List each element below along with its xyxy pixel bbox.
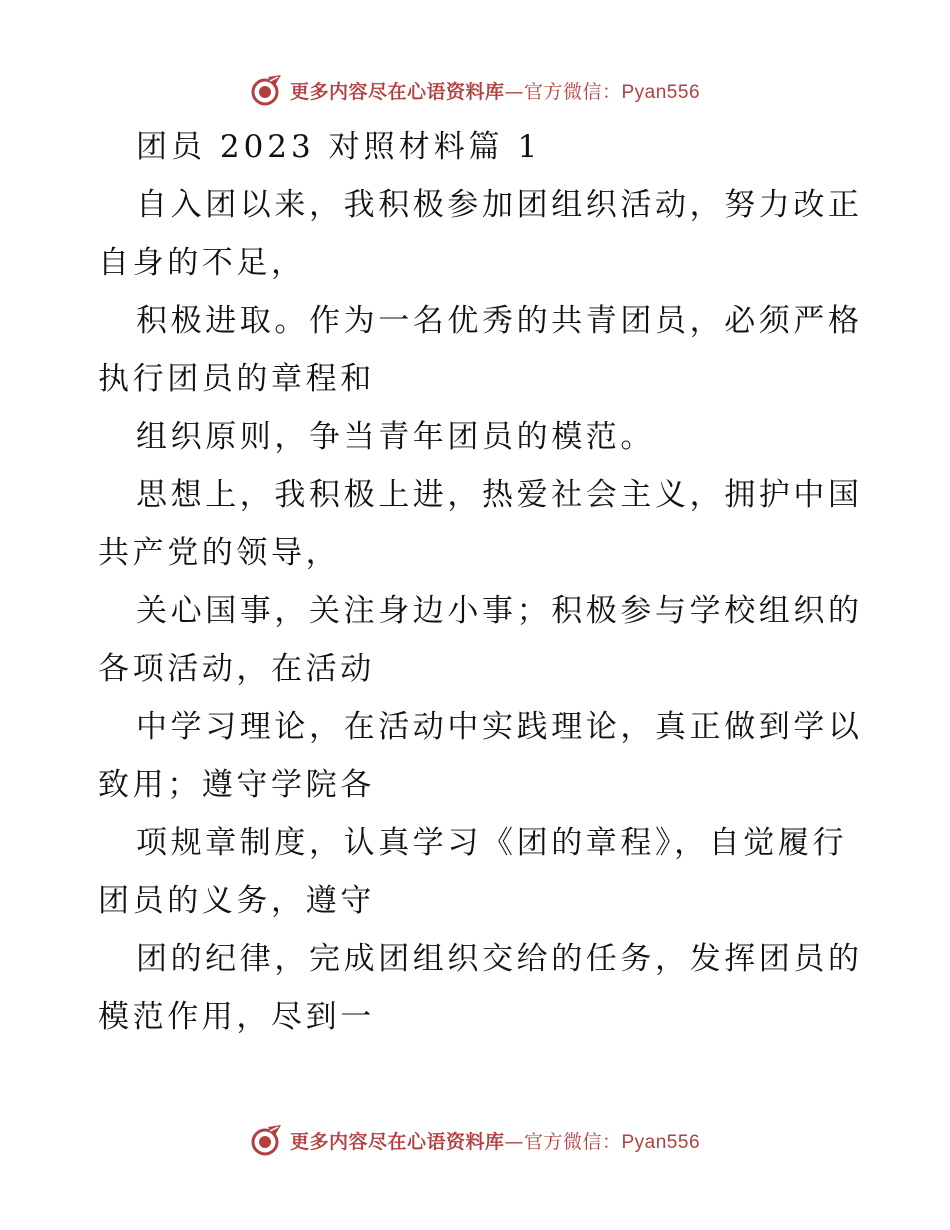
text-line: 共产党的领导， xyxy=(98,535,341,571)
text-line: 项规章制度，认真学习《团的章程》，自觉履行 xyxy=(136,825,848,861)
pen-seal-logo-icon xyxy=(250,1123,284,1157)
watermark-wechat-label: 官方微信： xyxy=(523,80,622,103)
pen-seal-logo-icon xyxy=(250,73,284,107)
document-title: 团员 2023 对照材料篇 1 xyxy=(136,129,542,165)
watermark-wechat-id: Pyan556 xyxy=(621,1131,701,1153)
text-line: 自身的不足， xyxy=(98,245,306,281)
document-body xyxy=(98,118,863,1046)
watermark-wechat-id: Pyan556 xyxy=(621,81,701,103)
watermark-text xyxy=(290,77,700,104)
header-watermark xyxy=(0,70,950,110)
text-line: 思想上，我积极上进，热爱社会主义，拥护中国 xyxy=(136,477,863,513)
text-line: 自入团以来，我积极参加团组织活动，努力改正 xyxy=(136,187,863,223)
watermark-separator: — xyxy=(504,80,524,103)
footer-watermark xyxy=(0,1120,950,1160)
text-line: 执行团员的章程和 xyxy=(98,361,375,397)
watermark-separator: — xyxy=(504,1130,524,1153)
text-line: 积极进取。作为一名优秀的共青团员，必须严格 xyxy=(136,303,863,339)
text-line: 关心国事，关注身边小事；积极参与学校组织的 xyxy=(136,593,863,629)
text-line: 中学习理论，在活动中实践理论，真正做到学以 xyxy=(136,709,863,745)
watermark-site: 更多内容尽在心语资料库 xyxy=(289,1130,505,1153)
text-line: 团的纪律，完成团组织交给的任务，发挥团员的 xyxy=(136,941,863,977)
text-line: 组织原则，争当青年团员的模范。 xyxy=(136,419,655,455)
text-line: 团员的义务，遵守 xyxy=(98,883,375,919)
watermark-wechat-label: 官方微信： xyxy=(523,1130,622,1153)
text-line: 模范作用，尽到一 xyxy=(98,999,375,1035)
text-line: 各项活动，在活动 xyxy=(98,651,375,687)
text-line: 致用；遵守学院各 xyxy=(98,767,375,803)
watermark-site: 更多内容尽在心语资料库 xyxy=(289,80,505,103)
watermark-text xyxy=(290,1127,700,1154)
